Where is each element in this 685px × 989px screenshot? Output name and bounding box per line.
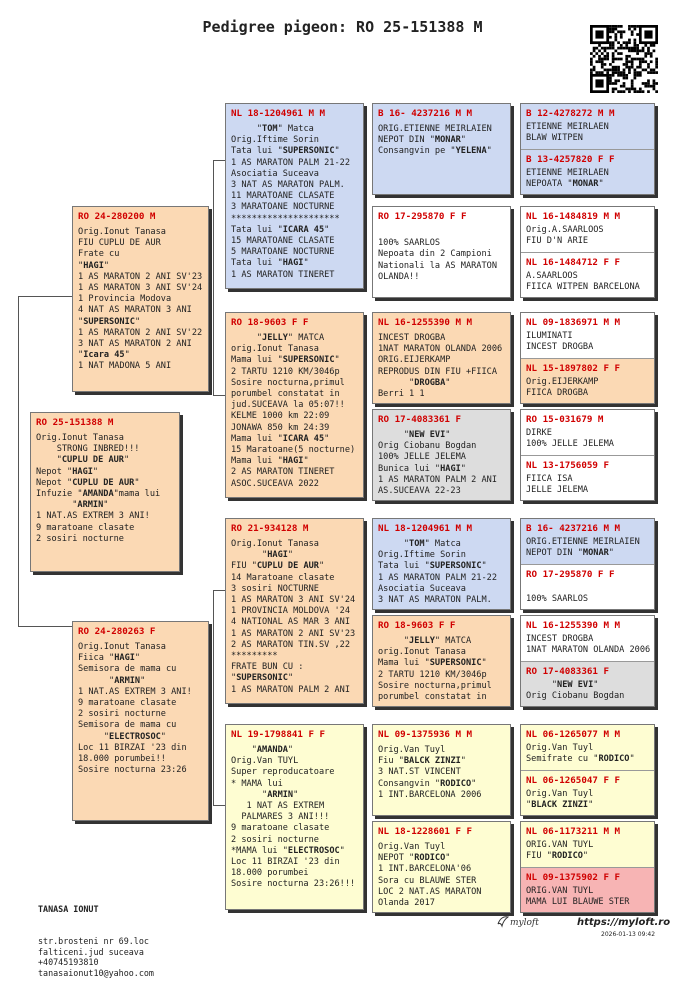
card-text: "NEW EVI" Orig Ciobanu Bogdan <box>526 680 625 702</box>
ring-number: RO 17-4083361 F <box>526 666 609 677</box>
card-text: ORIG.ETIENNE MEIRLAIEN NEPOT DIN "MONAR" Consangvin pe "YELENA" <box>378 124 492 157</box>
gen3-card-6 <box>372 615 511 707</box>
ring-number: NL 16-1484819 M M <box>526 211 621 222</box>
connector-line <box>18 626 72 627</box>
ring-number: NL 15-1897802 F F <box>526 363 621 374</box>
dam-dam-card <box>225 724 364 910</box>
ring-number: NL 06-1265047 F F <box>526 775 621 786</box>
sire-dam-card <box>225 312 364 498</box>
card-text: "TOM" Matca Orig.Iftime Sorin Tata lui "SUPERSONIC" 1 AS MARATON PALM 21-22 Asociatia Suceava 3 NAT AS MARATON PALM. <box>378 539 497 606</box>
card-text: ORIG.VAN TUYL FIU "RODICO" <box>526 840 594 862</box>
gen4-pair-card <box>520 615 655 707</box>
gen4-ancestor <box>521 725 654 770</box>
ring-number: NL 06-1265077 M M <box>526 729 621 740</box>
subject-card <box>30 412 180 572</box>
card-text: Orig.Van Tuyl Semifrate cu "RODICO" <box>526 743 635 765</box>
card-text: Orig.Ionut Tanasa STRONG INBRED!!! "CUPLU DE AUR" Nepot "HAGI" Nepot "CUPLU DE AUR" Infuzie "AMANDA"mama lui "ARMIN" 1 NAT.AS EXTREM 3 ANI! 9 maratoane clasate 2 sosiri nocturne <box>36 433 161 544</box>
ring-number: NL 16-1255390 M M <box>378 317 473 328</box>
gen3-card-3 <box>372 312 511 404</box>
gen4-pair-card <box>520 518 655 610</box>
gen4-ancestor <box>521 252 654 298</box>
ring-number: RO 21-934128 M <box>231 523 309 534</box>
gen4-pair-card <box>520 821 655 913</box>
ring-number: RO 24-280200 M <box>78 211 156 222</box>
card-text: 100% SAARLOS Nepoata din 2 Campioni Nationali la AS MARATON OLANDA!! <box>378 238 497 282</box>
gen4-ancestor <box>521 822 654 867</box>
logo-text: myloft <box>510 918 539 928</box>
card-text: "JELLY" MATCA orig.Ionut Tanasa Mama lui "SUPERSONIC" 2 TARTU 1210 KM/3046p Sosire nocturna,primul porumbel constatat in <box>378 636 492 703</box>
card-text: Orig.Van Tuyl "BLACK ZINZI" <box>526 789 594 811</box>
gen3-card-4 <box>372 409 511 501</box>
card-text: Orig.Ionut Tanasa Fiica "HAGI" Semisora de mama cu "ARMIN" 1 NAT.AS EXTREM 3 ANI! 9 maratoane clasate 2 sosiri nocturne Semisora de mama cu "ELECTROSOC" Loc 11 BIRZAI '23 din 18.000 porumbei!! Sosire nocturna 23:26 <box>78 642 192 776</box>
ring-number: RO 15-031679 M <box>526 414 604 425</box>
ring-number: NL 16-1255390 M M <box>526 620 621 631</box>
card-text: "AMANDA" Orig.Van TUYL Super reproducatoare * MAMA lui "ARMIN" 1 NAT AS EXTREM PALMARES 3 ANI!!! 9 maratoane clasate 2 sosiri nocturne *MAMA lui "ELECTROSOC" Loc 11 BIRZAI '23 din 18.000 porumbei Sosire nocturna 23:26!!! <box>231 745 356 890</box>
gen4-ancestor <box>521 149 654 195</box>
page-title: Pedigree pigeon: RO 25-151388 M <box>202 18 483 36</box>
owner-name: TANASA IONUT <box>38 904 99 915</box>
ring-number: RO 18-9603 F F <box>378 620 456 631</box>
connector-line <box>213 590 225 591</box>
ring-number: NL 18-1204961 M M <box>378 523 473 534</box>
gen3-card-7 <box>372 724 511 816</box>
qr-code <box>590 25 658 93</box>
gen4-pair-card <box>520 312 655 404</box>
gen3-card-1 <box>372 103 511 195</box>
logo-icon <box>496 914 510 928</box>
card-text: ILUMINATI INCEST DROGBA <box>526 331 594 353</box>
print-date: 2026-01-13 09:42 <box>601 931 656 938</box>
gen4-ancestor <box>521 564 654 610</box>
connector-line <box>213 590 214 805</box>
connector-line <box>213 160 214 395</box>
gen3-card-2 <box>372 206 511 298</box>
card-text: A.SAARLOOS FIICA WITPEN BARCELONA <box>526 271 640 293</box>
ring-number: NL 09-1375902 F F <box>526 872 621 883</box>
card-text: FIICA ISA JELLE JELEMA <box>526 474 589 496</box>
gen4-ancestor <box>521 770 654 816</box>
card-text: DIRKE 100% JELLE JELEMA <box>526 428 614 450</box>
gen4-ancestor <box>521 313 654 358</box>
gen4-ancestor <box>521 455 654 501</box>
website-link[interactable]: https://myloft.ro <box>577 917 671 928</box>
ring-number: NL 09-1375936 M M <box>378 729 473 740</box>
connector-line <box>213 160 225 161</box>
ring-number: RO 25-151388 M <box>36 417 114 428</box>
ring-number: NL 19-1798841 F F <box>231 729 326 740</box>
connector-line <box>18 296 19 626</box>
dam-card <box>72 621 209 821</box>
card-text: Orig.Van Tuyl NEPOT "RODICO" 1 INT.BARCELONA'06 Sora cu BLAUWE STER LOC 2 NAT.AS MARATON Olanda 2017 <box>378 842 482 909</box>
card-text: 100% SAARLOS <box>526 594 589 605</box>
gen4-ancestor <box>521 616 654 661</box>
ring-number: RO 17-295870 F F <box>378 211 467 222</box>
ring-number: RO 17-295870 F F <box>526 569 615 580</box>
gen4-ancestor <box>521 661 654 707</box>
gen4-pair-card <box>520 103 655 195</box>
ring-number: NL 18-1228601 F F <box>378 826 473 837</box>
ring-number: B 16- 4237216 M M <box>526 523 621 534</box>
gen4-ancestor <box>521 867 654 913</box>
ring-number: RO 24-280263 F <box>78 626 156 637</box>
card-text: Orig.Ionut Tanasa "HAGI" FIU "CUPLU DE AUR" 14 Maratoane clasate 3 sosiri NOCTURNE 1 AS MARATON 3 ANI SV'24 1 PROVINCIA MOLDOVA '24 4 NATIONAL AS MAR 3 ANI 1 AS MARATON 2 ANI SV'23 2 AS MARATON TIN.SV ,22 ********* FRATE BUN CU : "SUPERSONIC" 1 AS MARATON PALM 2 ANI <box>231 539 356 695</box>
card-text: ETIENNE MEIRLAEN BLAW WITPEN <box>526 122 609 144</box>
gen4-ancestor <box>521 410 654 455</box>
connector-line <box>213 805 225 806</box>
gen4-ancestor <box>521 104 654 149</box>
ring-number: B 12-4278272 M M <box>526 108 615 119</box>
ring-number: NL 18-1204961 M M <box>231 108 326 119</box>
gen4-pair-card <box>520 206 655 298</box>
sire-card <box>72 206 209 392</box>
card-text: Orig.Van Tuyl Fiu "BALCK ZINZI" 3 NAT.ST VINCENT Consangvin "RODICO" 1 INT.BARCELONA 2006 <box>378 745 482 800</box>
card-text: ETIENNE MEIRLAEN NEPOATA "MONAR" <box>526 168 609 190</box>
owner-address: str.brosteni nr 69.loc falticeni.jud suceava +40745193810 tanasaionut10@yahoo.com <box>38 935 154 978</box>
card-text: INCEST DROGBA 1NAT MARATON OLANDA 2006 <box>526 634 651 656</box>
card-text: ORIG.VAN TUYL MAMA LUI BLAUWE STER <box>526 886 630 908</box>
card-text: Orig.A.SAARLOOS FIU D'N ARIE <box>526 225 604 247</box>
card-text: "TOM" Matca Orig.Iftime Sorin Tata lui "SUPERSONIC" 1 AS MARATON PALM 21-22 Asociatia Suceava 3 NAT AS MARATON PALM. 11 MARATOANE CLASATE 3 MARATOANE NOCTURNE ********************* Tata lui "ICARA 45" 15 MARATOANE CLASATE 5 MARATOANE NOCTURNE Tata lui "HAGI" 1 AS MARATON TINERET <box>231 124 350 280</box>
gen3-card-5 <box>372 518 511 610</box>
card-text: Orig.Ionut Tanasa FIU CUPLU DE AUR Frate cu "HAGI" 1 AS MARATON 2 ANI SV'23 1 AS MARATON 3 ANI SV'24 1 Provincia Modova 4 NAT AS MARATON 3 ANI "SUPERSONIC" 1 AS MARATON 2 ANI SV'22 3 NAT AS MARATON 2 ANI "Icara 45" 1 NAT MADONA 5 ANI <box>78 227 203 372</box>
card-text: Orig.EIJERKAMP FIICA DROGBA <box>526 377 599 399</box>
gen4-ancestor <box>521 519 654 564</box>
dam-sire-card <box>225 518 364 704</box>
gen4-ancestor <box>521 207 654 252</box>
ring-number: NL 16-1484712 F F <box>526 257 621 268</box>
ring-number: RO 18-9603 F F <box>231 317 309 328</box>
owner-info <box>38 883 154 989</box>
card-text: ORIG.ETIENNE MEIRLAIEN NEPOT DIN "MONAR" <box>526 537 640 559</box>
gen4-ancestor <box>521 358 654 404</box>
ring-number: NL 13-1756059 F <box>526 460 609 471</box>
connector-line <box>213 395 225 396</box>
card-text: INCEST DROGBA 1NAT MARATON OLANDA 2006 ORIG.EIJERKAMP REPRODUS DIN FIU +FIICA "DROGBA" Berri 1 1 <box>378 333 503 400</box>
sire-sire-card <box>225 103 364 289</box>
ring-number: B 13-4257820 F F <box>526 154 615 165</box>
card-text: "JELLY" MATCA orig.Ionut Tanasa Mama lui "SUPERSONIC" 2 TARTU 1210 KM/3046p Sosire nocturna,primul porumbel constatat in jud.SUCEAVA la 05:07!! KELME 1000 km 22:09 JONAWA 850 km 24:39 Mama lui "ICARA 45" 15 Maratoane(5 nocturne) Mama lui "HAGI" 2 AS MARATON TINERET ASOC.SUCEAVA 2022 <box>231 333 356 489</box>
gen4-pair-card <box>520 409 655 501</box>
connector-line <box>18 296 72 297</box>
gen3-card-8 <box>372 821 511 913</box>
card-text: "NEW EVI" Orig Ciobanu Bogdan 100% JELLE JELEMA Bunica lui "HAGI" 1 AS MARATON PALM 2 ANI AS.SUCEAVA 22-23 <box>378 430 497 497</box>
ring-number: B 16- 4237216 M M <box>378 108 473 119</box>
ring-number: NL 06-1173211 M M <box>526 826 621 837</box>
ring-number: NL 09-1836971 M M <box>526 317 621 328</box>
gen4-pair-card <box>520 724 655 816</box>
ring-number: RO 17-4083361 F <box>378 414 461 425</box>
